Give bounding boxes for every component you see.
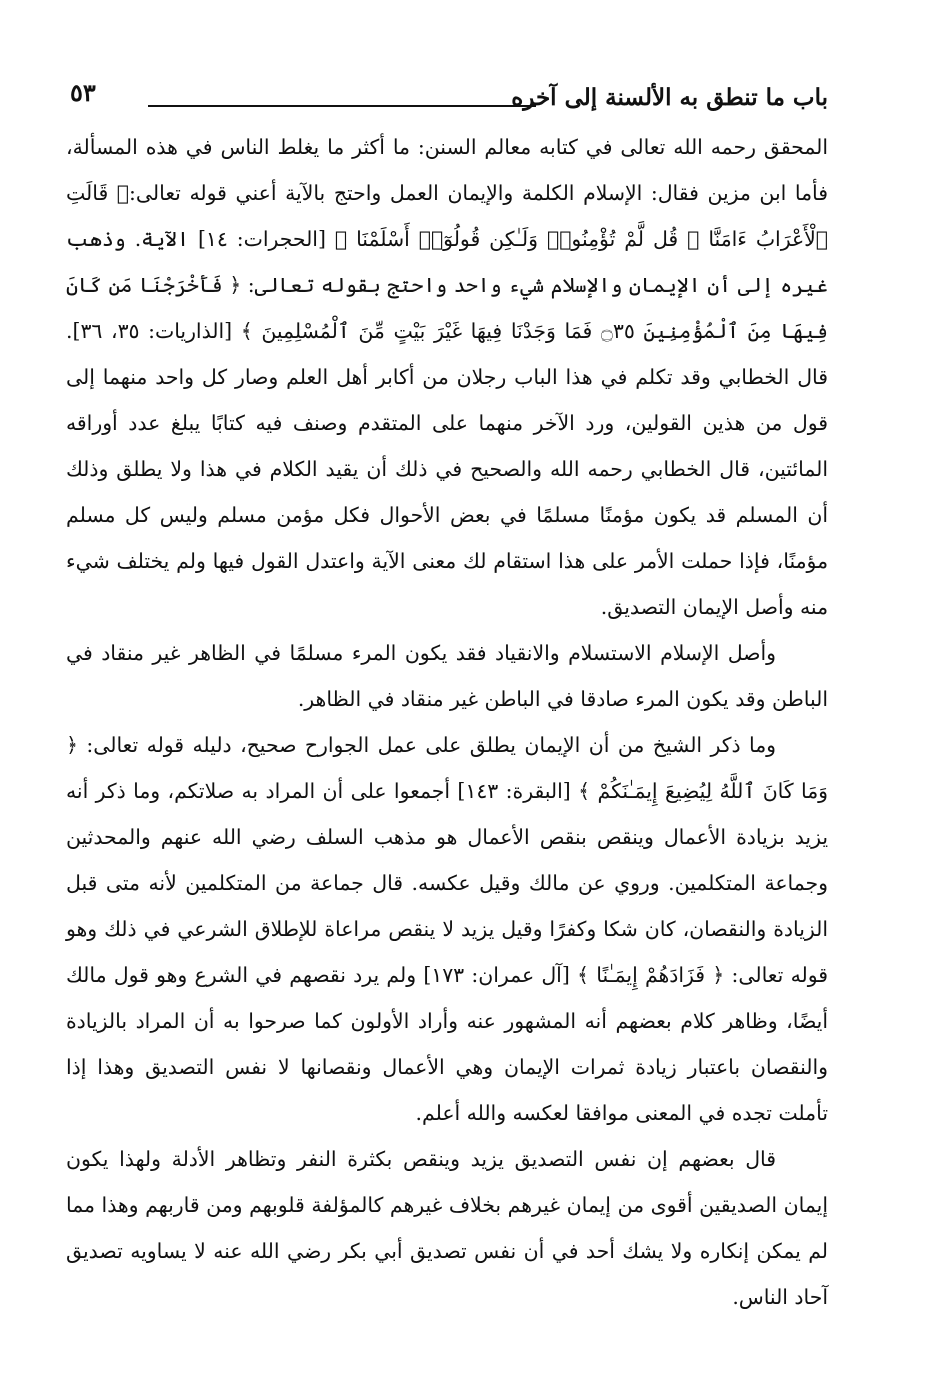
- paragraph-3: وما ذكر الشيخ من أن الإيمان يطلق على عمل الجوارح صحيح، دليله قوله تعالى: ﴿ وَمَا كَانَ ٱللَّهُ لِيُضِيعَ إِيمَـٰنَكُمْ ﴾ [البقرة: ١٤٣] أجمعوا على أن المراد به صلاتكم، وما ذكر أنه يزيد بزيادة الأعمال وينقص بنقص الأعمال هو مذهب السلف رضي الله عنهم والمحدثين وجماعة المتكلمين. وروي عن مالك وقيل عكسه. قال جماعة من المتكلمين لأنه متى قبل الزيادة والنقصان، كان شكا وكفرًا وقيل يزيد لا ينقص مراعاة للإطلاق الشرعي في ذلك وهو قوله تعالى: ﴿ فَزَادَهُمْ إِيمَـٰنًا ﴾ [آل عمران: ١٧٣] ولم يرد نقصهم في الشرع وهو قول مالك أيضًا، وظاهر كلام بعضهم أنه المشهور عنه وأراد الأولون كما صرحوا به أن المراد بالزيادة والنقصان باعتبار زيادة ثمرات الإيمان وهي الأعمال ونقصانها لا نفس التصديق وهذا إذا تأملت تجده في المعنى موافقا لعكسه والله أعلم.: [66, 733, 828, 1125]
- text-body: [66, 124, 828, 1320]
- header-rule: [148, 105, 536, 107]
- page-header: [66, 78, 828, 124]
- book-page: [66, 78, 828, 1347]
- running-title: باب ما تنطق به الألسنة إلى آخره: [511, 84, 828, 111]
- paragraph-1: المحقق رحمه الله تعالى في كتابه معالم السنن: ما أكثر ما يغلط الناس في هذه المسألة، فأما ابن مزين فقال: الإسلام الكلمة والإيمان العمل واحتج بالآية أعني قوله تعالى:﴿ قَالَتِ ٱلْأَعْرَابُ ءَامَنَّا ۖ قُل لَّمْ تُؤْمِنُوا۟ وَلَـٰكِن قُولُوٓا۟ أَسْلَمْنَا ﴾ [الحجرات: ١٤] الآية. وذهب غيره إلى أن الإيمان والإسلام شيء واحد واحتج بقوله تعالى: ﴿ فَأَخْرَجْنَا مَن كَانَ فِيهَا مِنَ ٱلْمُؤْمِنِينَ ۝٣٥ فَمَا وَجَدْنَا فِيهَا غَيْرَ بَيْتٍ مِّنَ ٱلْمُسْلِمِينَ ﴾ [الذاريات: ٣٥، ٣٦]. قال الخطابي وقد تكلم في هذا الباب رجلان من أكابر أهل العلم وصار كل واحد منهما إلى قول من هذين القولين، ورد الآخر منهما على المتقدم وصنف فيه كتابًا يبلغ عدد أوراقه المائتين، قال الخطابي رحمه الله والصحيح في ذلك أن يقيد الكلام في هذا ولا يطلق وذلك أن المسلم قد يكون مؤمنًا مسلمًا في بعض الأحوال فكل مؤمن مسلم وليس كل مسلم مؤمنًا، فإذا حملت الأمر على هذا استقام لك معنى الآية واعتدل القول فيها ولم يختلف شيء منه وأصل الإيمان التصديق.: [66, 135, 828, 619]
- paragraph-4: قال بعضهم إن نفس التصديق يزيد وينقص بكثرة النفر وتظاهر الأدلة ولهذا يكون إيمان الصديقين أقوى من إيمان غيرهم بخلاف غيرهم كالمؤلفة قلوبهم ومن قاربهم وهذا مما لم يمكن إنكاره ولا يشك أحد في أن نفس تصديق أبي بكر رضي الله عنه لا يساويه تصديق آحاد الناس.: [66, 1147, 828, 1309]
- page-number: ٥٣: [70, 78, 96, 107]
- paragraph-2: وأصل الإسلام الاستسلام والانقياد فقد يكون المرء مسلمًا في الظاهر غير منقاد في الباطن وقد يكون المرء صادقا في الباطن غير منقاد في الظاهر.: [66, 641, 828, 711]
